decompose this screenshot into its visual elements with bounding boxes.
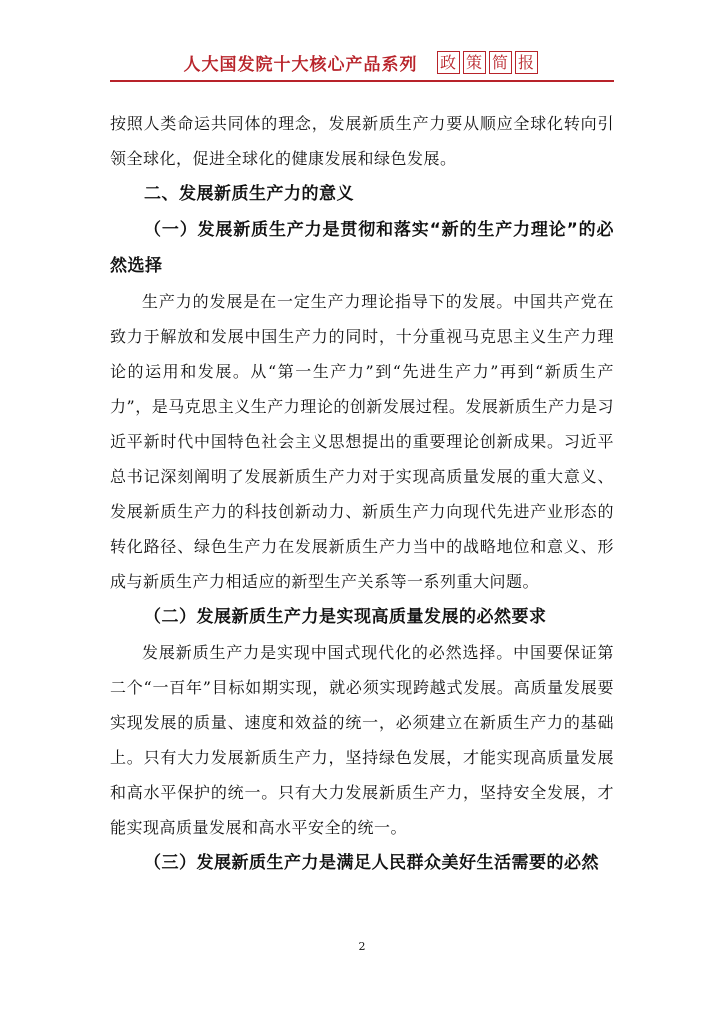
brand-char: 政	[437, 51, 460, 74]
document-body	[110, 106, 614, 881]
header-brand-box	[437, 51, 541, 74]
brand-char: 策	[463, 51, 486, 74]
subsection-heading-2: （二）发展新质生产力是实现高质量发展的必然要求	[144, 607, 547, 627]
page-header	[110, 50, 614, 76]
section-heading: 二、发展新质生产力的意义	[144, 184, 354, 204]
header-series-title: 人大国发院十大核心产品系列	[183, 55, 418, 75]
page-number: 2	[358, 940, 366, 953]
header-divider	[110, 80, 614, 82]
brand-char: 简	[489, 51, 512, 74]
subsection-paragraph-2: 发展新质生产力是实现中国式现代化的必然选择。中国要保证第二个“一百年”目标如期实现，就必须实现跨越式发展。高质量发展要实现发展的质量、速度和效益的统一，必须建立在新质生产力的基础上。只有大力发展新质生产力，坚持绿色发展，才能实现高质量发展和高水平保护的统一。只有大力发展新质生产力，坚持安全发展，才能实现高质量发展和高水平安全的统一。	[110, 643, 614, 837]
subsection-heading-3: （三）发展新质生产力是满足人民群众美好生活需要的必然	[144, 853, 599, 873]
brand-char: 报	[515, 51, 538, 74]
continuation-paragraph: 按照人类命运共同体的理念，发展新质生产力要从顺应全球化转向引领全球化，促进全球化的健康发展和绿色发展。	[110, 114, 614, 168]
subsection-paragraph-1: 生产力的发展是在一定生产力理论指导下的发展。中国共产党在致力于解放和发展中国生产力的同时，十分重视马克思主义生产力理论的运用和发展。从“第一生产力”到“先进生产力”再到“新质生产力”，是马克思主义生产力理论的创新发展过程。发展新质生产力是习近平新时代中国特色社会主义思想提出的重要理论创新成果。习近平总书记深刻阐明了发展新质生产力对于实现高质量发展的重大意义、发展新质生产力的科技创新动力、新质生产力向现代先进产业形态的转化路径、绿色生产力在发展新质生产力当中的战略地位和意义、形成与新质生产力相适应的新型生产关系等一系列重大问题。	[110, 292, 614, 591]
subsection-heading-1: （一）发展新质生产力是贯彻和落实“新的生产力理论”的必然选择	[110, 220, 614, 276]
